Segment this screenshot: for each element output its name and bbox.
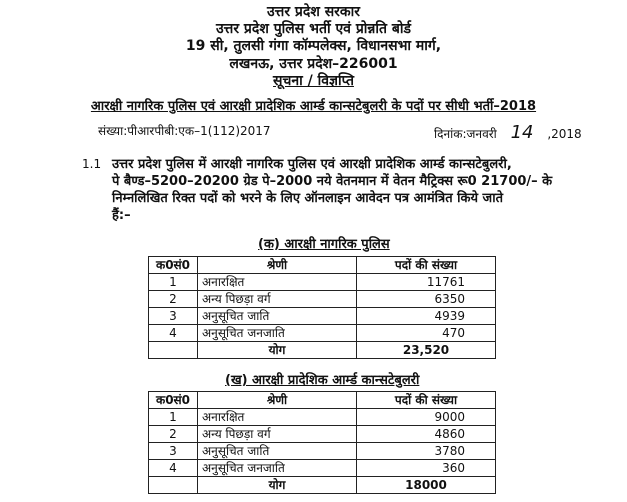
total-value: 18000 [357,477,496,494]
row-sn: 1 [149,409,198,426]
table-row [149,291,496,308]
row-sn: 4 [149,460,198,477]
para-line: निम्नलिखित रिक्त पदों को भरने के लिए ऑनलाइन आवेदन पत्र आमंत्रित किये जाते [112,191,503,206]
table-header-row [149,257,496,274]
table-b-heading: (ख) आरक्षी प्रादेशिक आर्म्ड कान्सटेबुलरी [225,373,420,388]
row-count: 360 [357,460,496,477]
para-line: उत्तर प्रदेश पुलिस में आरक्षी नागरिक पुलिस एवं आरक्षी प्रादेशिक आर्म्ड कान्सटेबुलरी, [112,157,512,172]
row-count: 11761 [357,274,496,291]
row-category: अन्य पिछड़ा वर्ग [198,291,357,308]
table-row [149,443,496,460]
table-row [149,409,496,426]
notice-title: आरक्षी नागरिक पुलिस एवं आरक्षी प्रादेशिक आर्म्ड कान्सटेबुलरी के पदों पर सीधी भर्ती–2018 [90,99,537,114]
total-value: 23,520 [357,342,496,359]
row-category: अनारक्षित [198,409,357,426]
row-count: 3780 [357,443,496,460]
col-sn: क0सं0 [149,257,198,274]
table-row [149,426,496,443]
row-count: 4939 [357,308,496,325]
col-sn: क0सं0 [149,392,198,409]
row-sn: 2 [149,426,198,443]
table-row [149,325,496,342]
intro-paragraph [112,156,577,224]
row-count: 9000 [357,409,496,426]
total-blank [149,342,198,359]
row-category: अनुसूचित जनजाति [198,325,357,342]
total-blank [149,477,198,494]
total-label: योग [198,342,357,359]
table-a-heading: (क) आरक्षी नागरिक पुलिस [258,237,390,252]
table-row [149,274,496,291]
notice-label: सूचना / विज्ञप्ति [273,73,354,89]
row-category: अनुसूचित जनजाति [198,460,357,477]
row-sn: 3 [149,308,198,325]
col-count: पदों की संख्या [357,392,496,409]
row-count: 470 [357,325,496,342]
col-category: श्रेणी [198,392,357,409]
date [434,122,582,143]
table-total-row [149,342,496,359]
total-label: योग [198,477,357,494]
row-sn: 2 [149,291,198,308]
address-line: 19 सी, तुलसी गंगा कॉम्पलेक्स, विधानसभा मार्ग, [185,38,442,54]
para-line: पे बैण्ड–5200–20200 ग्रेड पे–2000 नये वेतनमान में वेतन मैट्रिक्स रू0 21700/– के [112,174,553,189]
date-day: 14 [510,122,534,143]
row-sn: 4 [149,325,198,342]
row-category: अनुसूचित जाति [198,308,357,325]
row-sn: 3 [149,443,198,460]
table-total-row [149,477,496,494]
para-number: 1.1 [82,157,102,171]
city-line: लखनऊ, उत्तर प्रदेश–226001 [229,56,398,72]
row-count: 4860 [357,426,496,443]
row-count: 6350 [357,291,496,308]
row-category: अन्य पिछड़ा वर्ग [198,426,357,443]
row-sn: 1 [149,274,198,291]
row-category: अनुसूचित जाति [198,443,357,460]
table-header-row [149,392,496,409]
govt-name: उत्तर प्रदेश सरकार [266,4,361,20]
col-count: पदों की संख्या [357,257,496,274]
row-category: अनारक्षित [198,274,357,291]
date-year: ,2018 [547,127,582,141]
table-a [148,256,496,359]
para-line: हैं:– [112,208,131,223]
table-b [148,391,496,494]
reference-number: संख्या:पीआरपीबी:एक–1(112)2017 [98,124,271,138]
board-name: उत्तर प्रदेश पुलिस भर्ती एवं प्रोन्नति बोर्ड [215,21,412,37]
table-row [149,460,496,477]
col-category: श्रेणी [198,257,357,274]
date-label: दिनांक:जनवरी [434,127,497,141]
table-row [149,308,496,325]
